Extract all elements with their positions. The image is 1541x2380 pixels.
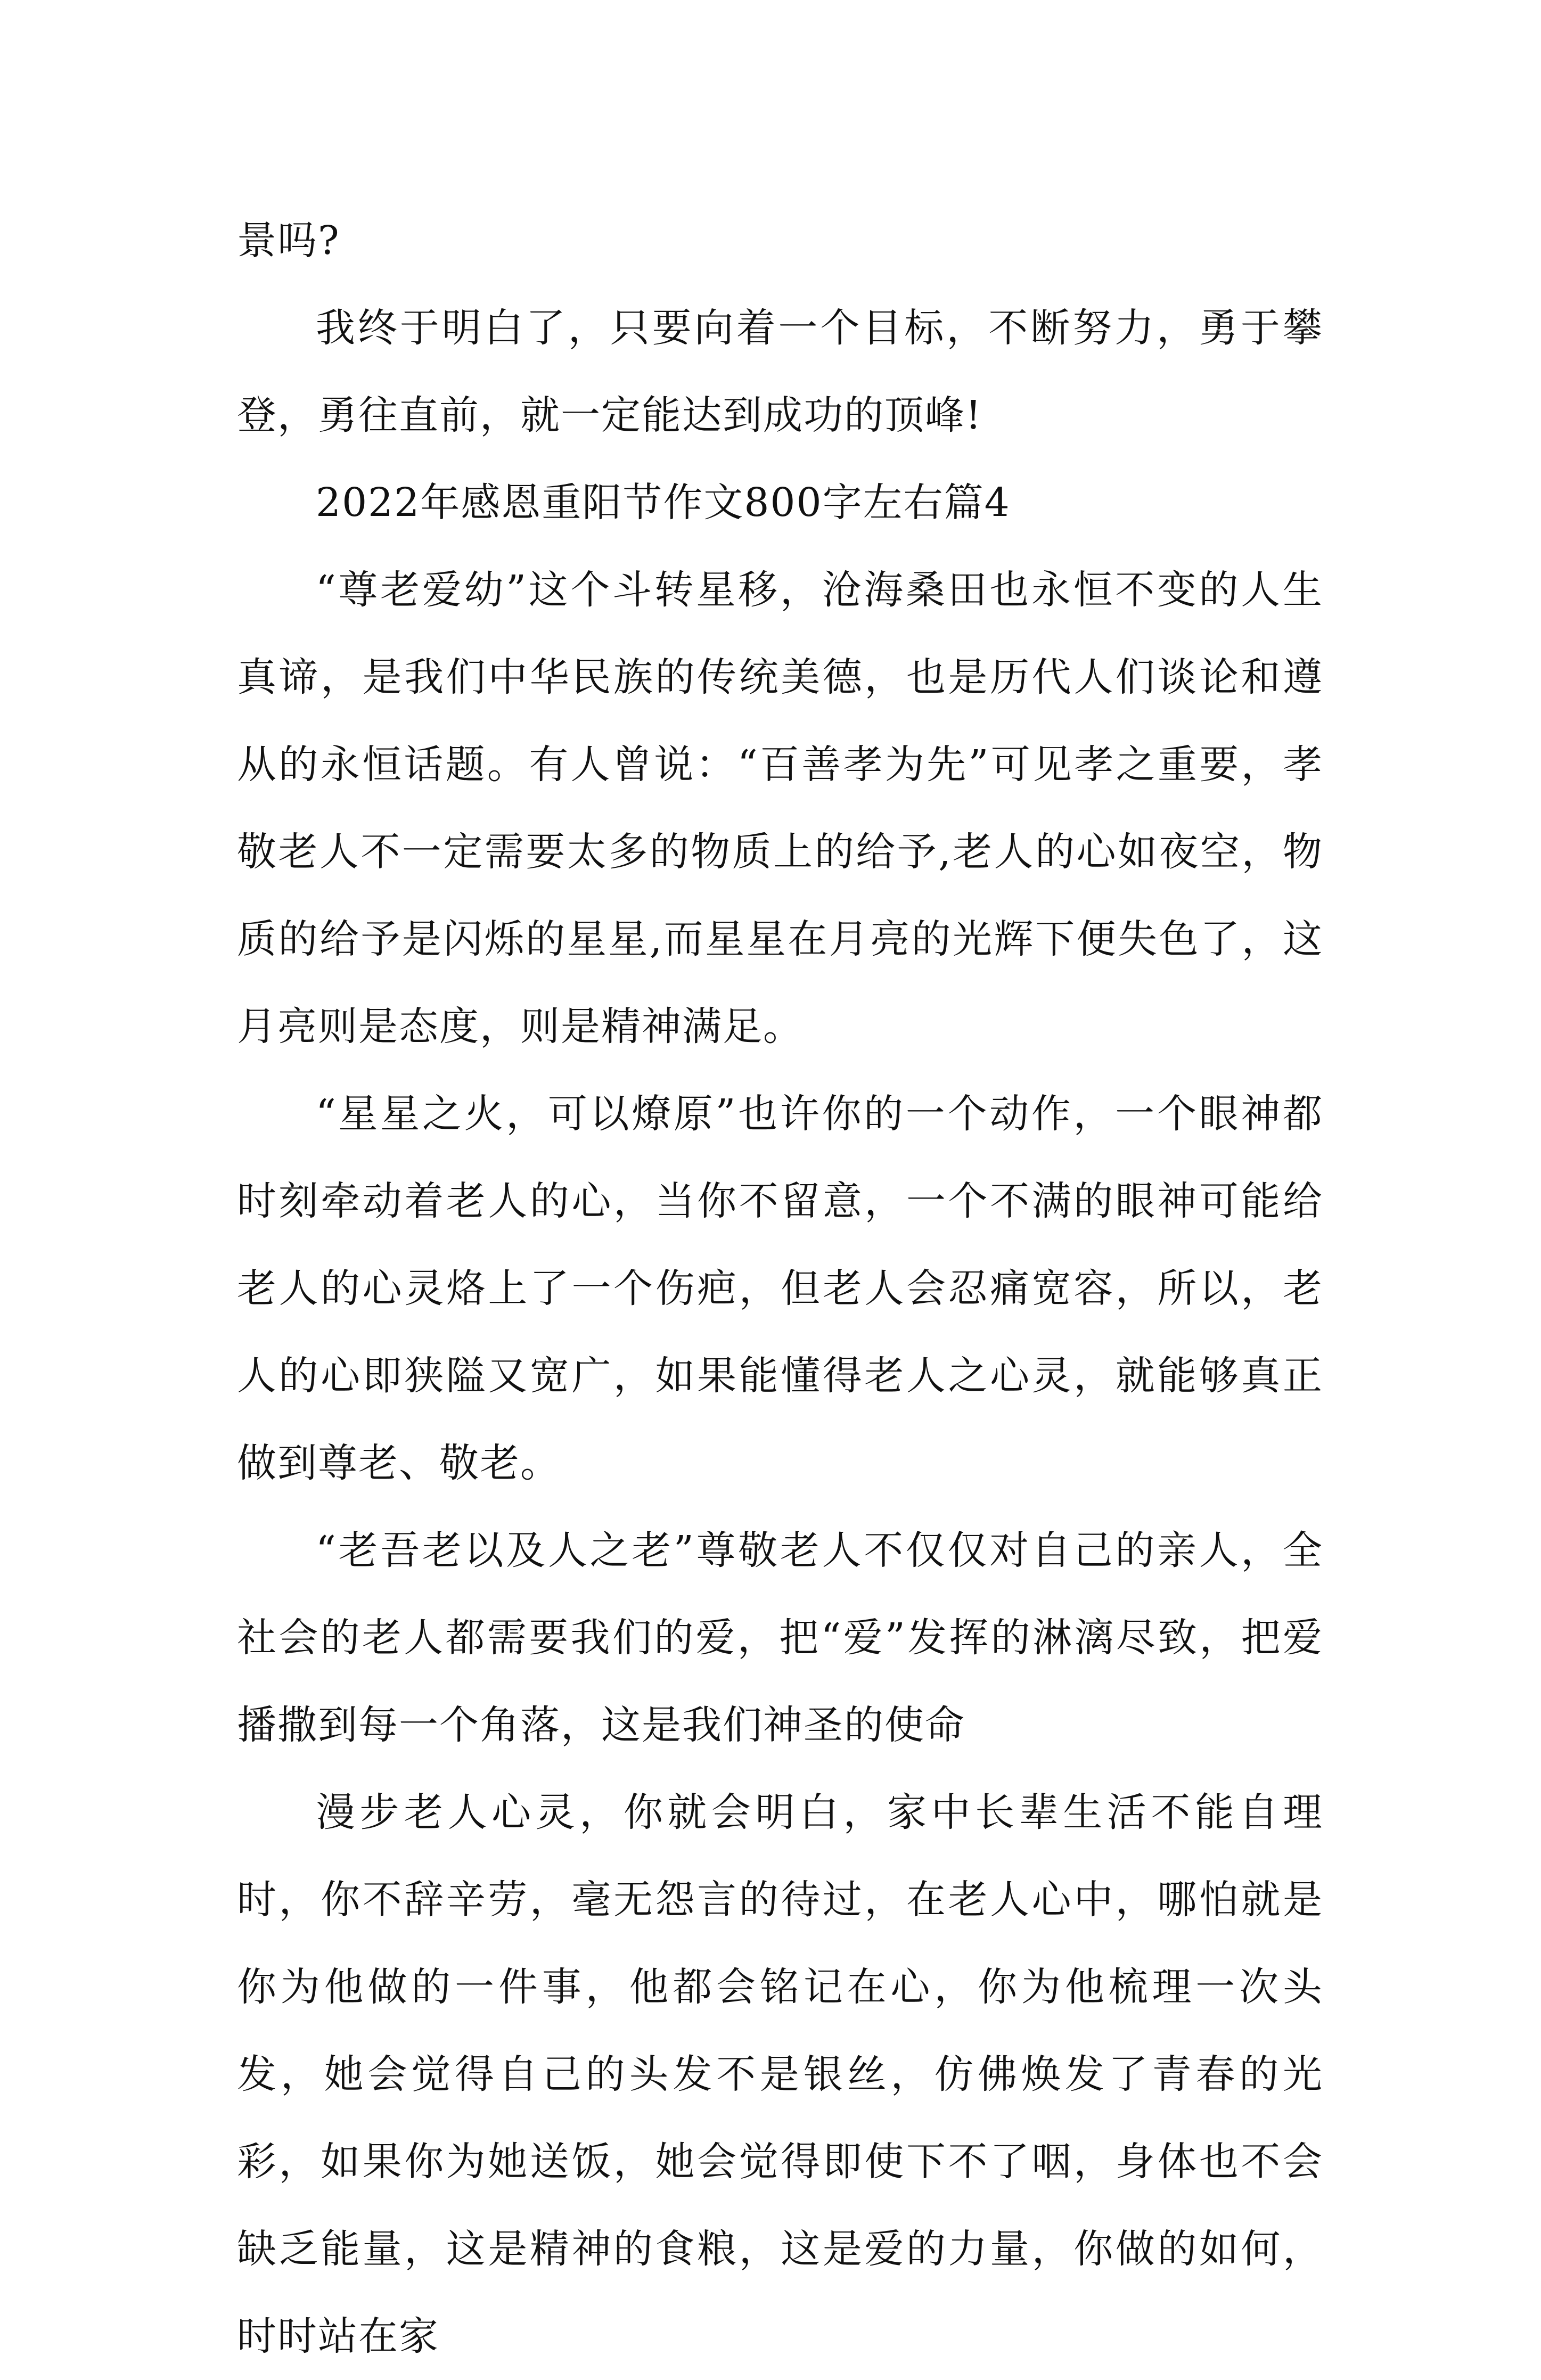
paragraph: “星星之火，可以燎原”也许你的一个动作，一个眼神都时刻牵动着老人的心，当你不留意，一个不满的眼神可能给老人的心灵烙上了一个伤疤，但老人会忍痛宽容，所以，老人的心即狭隘又宽广，如果能懂得老人之心灵，就能够真正做到尊老、敬老。: [237, 1091, 1323, 1486]
document-body: [237, 197, 1323, 2380]
paragraph: “尊老爱幼”这个斗转星移，沧海桑田也永恒不变的人生真谛，是我们中华民族的传统美德，也是历代人们谈论和遵从的永恒话题。有人曾说：“百善孝为先”可见孝之重要，孝敬老人不一定需要太多的物质上的给予,老人的心如夜空，物质的给予是闪烁的星星,而星星在月亮的光辉下便失色了，这月亮则是态度，则是精神满足。: [237, 567, 1323, 1049]
paragraph: “老吾老以及人之老”尊敬老人不仅仅对自己的亲人，全社会的老人都需要我们的爱，把“爱”发挥的淋漓尽致，把爱播撒到每一个角落，这是我们神圣的使命: [237, 1528, 1323, 1748]
paragraph: 漫步老人心灵，你就会明白，家中长辈生活不能自理时，你不辞辛劳，毫无怨言的待过，在老人心中，哪怕就是你为他做的一件事，他都会铭记在心，你为他梳理一次头发，她会觉得自己的头发不是银丝，仿佛焕发了青春的光彩，如果你为她送饭，她会觉得即使下不了咽，身体也不会缺乏能量，这是精神的食粮，这是爱的力量，你做的如何，时时站在家: [237, 1790, 1323, 2359]
paragraph: 我终于明白了，只要向着一个目标，不断努力，勇于攀登，勇往直前，就一定能达到成功的顶峰!: [237, 305, 1323, 438]
paragraph-continuation: 景吗?: [237, 218, 340, 264]
section-heading: 2022年感恩重阳节作文800字左右篇4: [316, 480, 1011, 526]
